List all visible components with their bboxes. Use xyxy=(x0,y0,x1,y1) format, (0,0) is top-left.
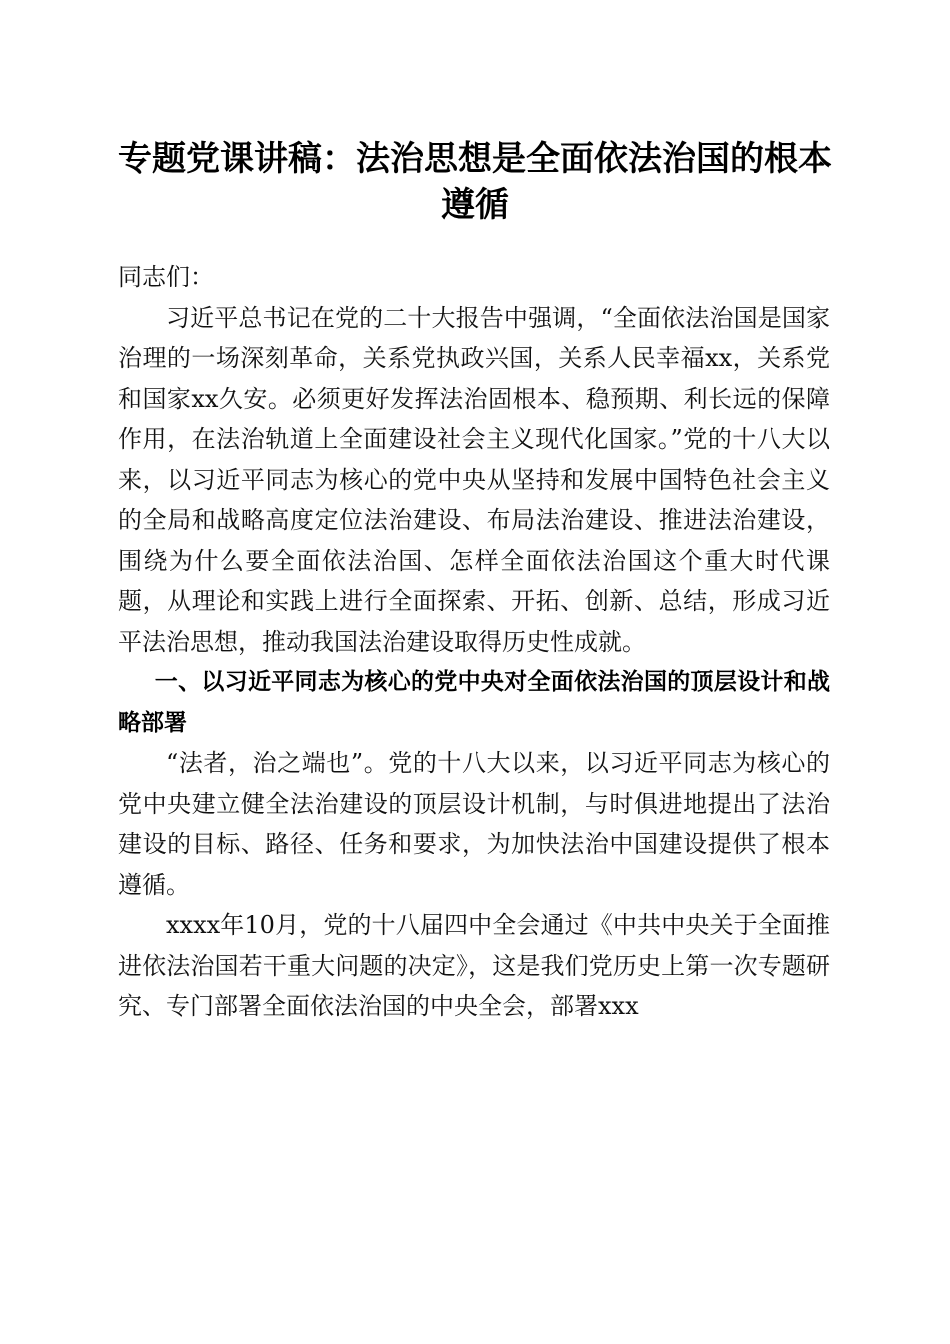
paragraph-intro: 习近平总书记在党的二十大报告中强调，“全面依法治国是国家治理的一场深刻革命，关系党执政兴国，关系人民幸福xx，关系党和国家xx久安。必须更好发挥法治固根本、稳预期、利长远的保障作用，在法治轨道上全面建设社会主义现代化国家。”党的十八大以来，以习近平同志为核心的党中央从坚持和发展中国特色社会主义的全局和战略高度定位法治建设、布局法治建设、推进法治建设，围绕为什么要全面依法治国、怎样全面依法治国这个重大时代课题，从理论和实践上进行全面探索、开拓、创新、总结，形成习近平法治思想，推动我国法治建设取得历史性成就。 xyxy=(118,303,830,656)
paragraph-fourth-plenum: xxxx年10月，党的十八届四中全会通过《中共中央关于全面推进依法治国若干重大问题的决定》，这是我们党历史上第一次专题研究、专门部署全面依法治国的中央全会，部署xxx xyxy=(118,911,830,1020)
document-title: 专题党课讲稿：法治思想是全面依法治国的根本遵循 xyxy=(118,139,832,225)
paragraph-section-1: “法者，治之端也”。党的十八大以来，以习近平同志为核心的党中央建立健全法治建设的顶层设计机制，与时俱进地提出了法治建设的目标、路径、任务和要求，为加快法治中国建设提供了根本遵循。 xyxy=(118,749,830,899)
section-heading-1: 一、以习近平同志为核心的党中央对全面依法治国的顶层设计和战略部署 xyxy=(118,669,830,736)
document-body xyxy=(118,257,830,1027)
greeting: 同志们： xyxy=(118,263,214,291)
